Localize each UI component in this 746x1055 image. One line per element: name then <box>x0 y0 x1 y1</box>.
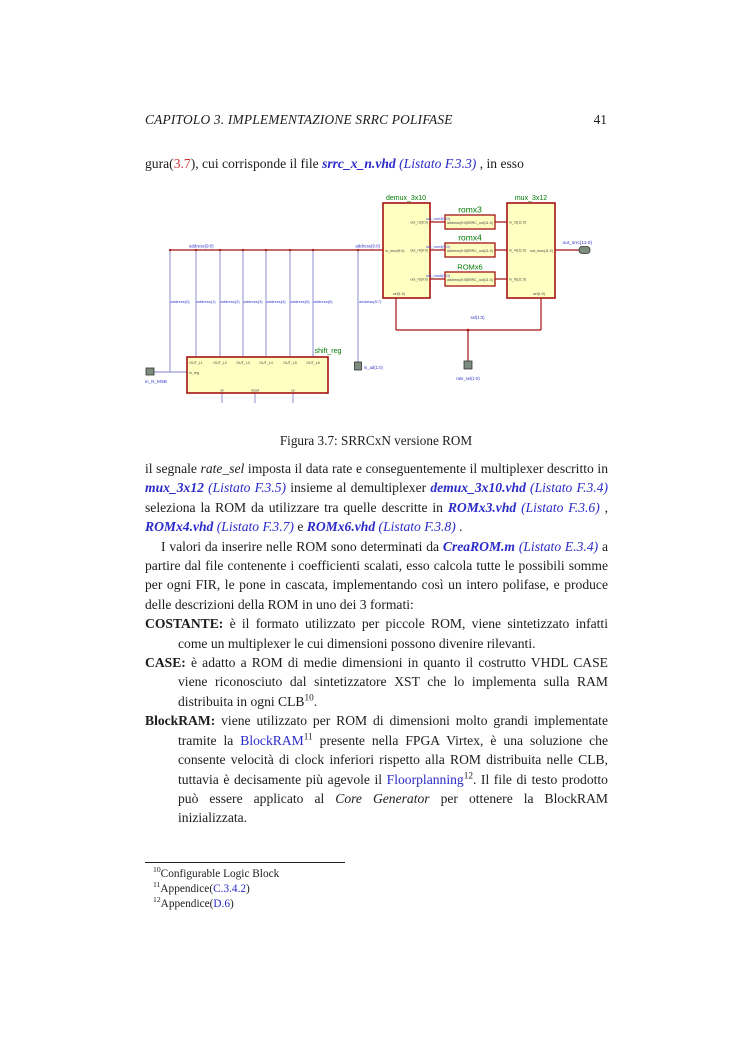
svg-text:OUT_L3: OUT_L3 <box>236 361 250 365</box>
text-segment: per ottenere la BlockRAM inizializzata. <box>178 790 609 826</box>
svg-text:address(3): address(3) <box>243 299 263 304</box>
footnote-rule <box>145 862 345 863</box>
text-segment: ) <box>246 883 250 895</box>
footnote-12 <box>145 897 607 912</box>
svg-text:in_r3(11:0): in_r3(11:0) <box>509 220 527 225</box>
text-segment: 10 <box>153 865 161 875</box>
text-segment: , in esso <box>476 156 524 171</box>
footnotes <box>145 862 607 912</box>
reference-link[interactable]: ROMx3.vhd <box>447 499 517 515</box>
svg-text:OUT_L2: OUT_L2 <box>213 361 227 365</box>
reference-link[interactable]: srrc_x_n.vhd <box>322 156 396 171</box>
port-in-n-msb <box>146 368 154 375</box>
svg-text:out_mux(11:0): out_mux(11:0) <box>530 249 553 253</box>
svg-text:address(9:0): address(9:0) <box>447 221 468 225</box>
reference-link[interactable]: (Listato F.3.6) <box>521 499 600 515</box>
svg-text:ck: ck <box>220 388 224 393</box>
text-segment: BlockRAM: <box>145 713 216 729</box>
text-segment: 11 <box>153 880 161 890</box>
port-rate-sel-label: rate_sel(1:0) <box>456 376 480 381</box>
reference-link[interactable]: ROMx4.vhd <box>145 519 214 535</box>
port-rate-sel <box>464 361 472 369</box>
rom4-net-label: out_rom4(9:0) <box>426 245 450 249</box>
reference-link[interactable]: BlockRAM <box>240 732 304 748</box>
svg-text:address(2): address(2) <box>220 299 240 304</box>
sel-net-label: sel(1:0) <box>470 315 485 320</box>
svg-text:sel(1:0): sel(1:0) <box>533 292 545 296</box>
footnote-10 <box>145 867 607 882</box>
reference-link[interactable]: (Listato F.3.7) <box>216 519 294 535</box>
page-header <box>145 112 607 128</box>
rom4-label: romx4 <box>458 232 482 243</box>
reference-link[interactable]: C.3.4.2 <box>213 883 247 895</box>
port-out-srrc <box>579 247 590 254</box>
svg-text:in_r6(11:0): in_r6(11:0) <box>509 277 527 282</box>
svg-text:reset: reset <box>251 388 259 393</box>
svg-text:address(6): address(6) <box>313 299 333 304</box>
chapter-title: CAPITOLO 3. IMPLEMENTAZIONE SRRC POLIFASE <box>145 112 453 127</box>
text-segment: I valori da inserire nelle ROM sono determinati da <box>161 538 443 554</box>
definition-costante <box>145 614 608 653</box>
reference-link[interactable]: (Listato F.3.4) <box>530 480 608 496</box>
svg-text:out_r4(9:0): out_r4(9:0) <box>410 248 428 253</box>
body-text <box>145 459 608 828</box>
svg-text:OUT_L4: OUT_L4 <box>259 361 273 365</box>
bus-label-right: address(9:0) <box>355 243 380 249</box>
text-segment: seleziona la ROM da utilizzare tra quelle descritte in <box>145 499 448 515</box>
reference-link[interactable]: mux_3x12 <box>145 480 204 496</box>
page-number: 41 <box>593 112 607 127</box>
svg-text:ce: ce <box>291 388 295 393</box>
svg-text:SRRC_out(11:0): SRRC_out(11:0) <box>466 249 493 253</box>
svg-text:address(5): address(5) <box>290 299 310 304</box>
text-segment: insieme al demultiplexer <box>286 480 431 496</box>
reference-link[interactable]: (Listato F.3.8) <box>378 519 456 535</box>
svg-text:address(4): address(4) <box>266 299 286 304</box>
text-segment: , <box>599 499 609 515</box>
text-segment: . Il file di testo prodotto può essere applicato al <box>178 771 608 806</box>
svg-text:in_reg: in_reg <box>189 371 199 375</box>
text-segment: CASE: <box>145 655 186 671</box>
text-segment: Appendice( <box>160 883 214 895</box>
svg-text:OUT_L1: OUT_L1 <box>189 361 203 365</box>
reference-link[interactable]: ROMx6.vhd <box>306 519 376 535</box>
text-segment: viene utilizzato per ROM di dimensioni molto grandi implementate tramite la <box>178 713 608 748</box>
text-segment: rate_sel <box>200 461 245 476</box>
text-segment: gura( <box>145 156 174 171</box>
svg-text:address(9:0): address(9:0) <box>447 278 468 282</box>
footnote-11 <box>145 882 607 897</box>
text-segment: è il formato utilizzato per piccole ROM, viene sintetizzato infatti come un multiplexer le cui dimensioni possono divenire rilevanti. <box>178 616 608 651</box>
text-segment: è adatto a ROM di medie dimensioni in quanto il costrutto VHDL CASE viene riconosciuto dal sintetizzatore XST che lo implementa sulla RAM distribuita in ogni CLB <box>178 655 608 709</box>
schematic-diagram <box>143 192 608 427</box>
demux-label: demux_3x10 <box>385 195 427 202</box>
text-segment: 11 <box>303 731 313 742</box>
svg-text:in_r4(11:0): in_r4(11:0) <box>509 248 527 253</box>
svg-text:SRRC_out(11:0): SRRC_out(11:0) <box>466 278 493 282</box>
svg-text:out_r6(9:0): out_r6(9:0) <box>410 277 428 282</box>
rom3-label: romx3 <box>458 204 482 215</box>
figure-caption: Figura 3.7: SRRCxN versione ROM <box>279 433 473 448</box>
port-in-ad <box>355 362 362 370</box>
text-segment: Core Generator <box>335 790 430 806</box>
svg-text:sel(1:0): sel(1:0) <box>393 292 405 296</box>
paragraph-crearom <box>145 537 608 615</box>
svg-text:in_mux(9:0): in_mux(9:0) <box>385 249 405 253</box>
reference-link[interactable]: CreaROM.m <box>442 538 516 554</box>
paragraph-rate-sel <box>145 459 608 537</box>
rom6-label: ROMx6 <box>457 262 483 272</box>
svg-text:out_r3(9:0): out_r3(9:0) <box>410 220 428 225</box>
rom3-net-label: out_rom3(9:0) <box>426 217 450 221</box>
svg-text:OUT_L6: OUT_L6 <box>306 361 320 365</box>
definition-case <box>145 653 608 711</box>
text-segment: 12 <box>153 895 161 905</box>
definition-blockram <box>145 711 608 827</box>
text-segment: ), cui corrisponde il file <box>190 156 323 171</box>
text-segment: COSTANTE: <box>145 616 224 632</box>
text-segment: 12 <box>463 769 473 780</box>
svg-text:address(8:7): address(8:7) <box>359 299 382 304</box>
svg-text:SRRC_out(11:0): SRRC_out(11:0) <box>466 221 493 225</box>
svg-text:address(9:0): address(9:0) <box>447 249 468 253</box>
figure-3-7 <box>143 192 608 427</box>
text-segment: . <box>455 519 463 535</box>
reference-link[interactable]: demux_3x10.vhd <box>430 480 526 496</box>
text-segment: a partire dal file contenente i coefficienti scalati, esso calcola tutte le possibili somme per ogni FIR, le pone in cascata, implementando così un intero polifase, e produce delle descrizioni della ROM in uno dei 3 formati: <box>145 538 608 612</box>
port-out-srrc-label: out_srrc(11:0) <box>562 241 592 246</box>
reference-link[interactable]: (Listato F.3.3) <box>399 156 477 171</box>
text-segment: ) <box>230 898 234 910</box>
intro-paragraph <box>145 154 610 173</box>
svg-text:address(0): address(0) <box>170 299 190 304</box>
mux-label: mux_3x12 <box>514 195 548 202</box>
port-in-ad-label: in_ad(1:0) <box>364 365 383 370</box>
text-segment: il segnale <box>145 461 201 476</box>
shift-reg-label: shift_reg <box>314 348 342 355</box>
text-segment: e <box>293 519 307 535</box>
text-segment: Configurable Logic Block <box>160 868 280 880</box>
rom6-net-label: out_rom6(9:0) <box>426 274 450 278</box>
reference-link[interactable]: Floorplanning <box>386 771 464 787</box>
svg-text:address(1): address(1) <box>196 299 216 304</box>
text-segment: . <box>313 693 318 709</box>
bus-label-left: address(9:0) <box>189 243 214 249</box>
text-segment: presente nella FPGA Virtex, è una soluzione che consente velocità di clock inferiori rispetto alla ROM distribuita nelle CLB, tuttavia è decisamente più agevole il <box>178 732 608 787</box>
text-segment: imposta il data rate e conseguentemente il multiplexer descritto in <box>244 461 608 476</box>
text-segment: Appendice( <box>160 898 214 910</box>
port-in-n-msb-label: in_N_MSB <box>145 379 167 384</box>
svg-text:OUT_L5: OUT_L5 <box>283 361 297 365</box>
reference-link[interactable]: (Listato F.3.5) <box>208 480 287 496</box>
text-segment: 10 <box>304 692 314 703</box>
reference-link[interactable]: 3.7 <box>173 156 191 171</box>
reference-link[interactable]: (Listato E.3.4) <box>518 538 599 554</box>
reference-link[interactable]: D.6 <box>213 898 231 910</box>
address-line-labels <box>171 299 383 304</box>
